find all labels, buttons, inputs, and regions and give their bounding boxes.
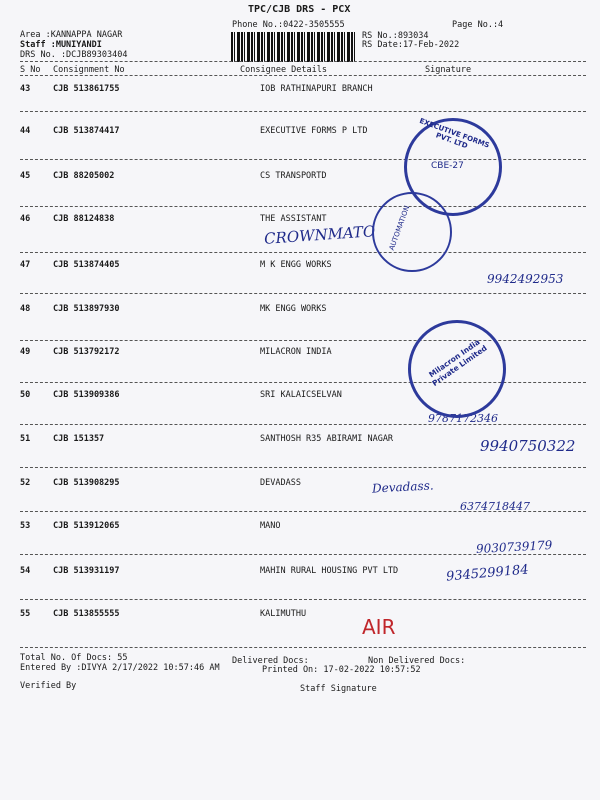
area-label: Area :KANNAPPA NAGAR [20,30,123,40]
row-consignee: MAHIN RURAL HOUSING PVT LTD [260,566,399,576]
table-row [20,609,586,657]
stamp-text: CBE-27 [431,161,464,171]
col-consignee: Consignee Details [240,65,327,75]
row-sno: 52 [20,478,31,488]
row-divider [20,293,586,294]
page-number: Page No.:4 [452,20,504,30]
row-sno: 44 [20,126,31,136]
row-sno: 50 [20,390,31,400]
row-consignment: CJB 513908295 [53,478,120,488]
row-consignee: IOB RATHINAPURI BRANCH [260,84,373,94]
stamp-text: Milacron India Private Limited [427,337,489,388]
delivered-docs: Delivered Docs: [232,656,309,666]
row-consignee: MANO [260,521,281,531]
handwritten-phone: 6374718447 [460,500,530,513]
handwritten-note: AIR [362,615,396,639]
row-consignee: MK ENGG WORKS [260,304,327,314]
row-consignment: CJB 151357 [53,434,105,444]
row-sno: 49 [20,347,31,357]
rs-date: RS Date:17-Feb-2022 [362,40,460,50]
row-divider [20,340,586,341]
col-signature: Signature [425,65,472,75]
row-consignment: CJB 513909386 [53,390,120,400]
row-consignee: SANTHOSH R35 ABIRAMI NAGAR [260,434,394,444]
row-divider [20,206,586,207]
row-consignee: DEVADASS [260,478,301,488]
row-divider [20,467,586,468]
table-row [20,390,586,438]
row-consignee: MILACRON INDIA [260,347,332,357]
row-consignment: CJB 88205002 [53,171,115,181]
entered-by: Entered By :DIVYA 2/17/2022 10:57:46 AM [20,663,220,673]
row-divider [20,424,586,425]
row-consignment: CJB 513792172 [53,347,120,357]
row-consignment: CJB 513897930 [53,304,120,314]
col-consignment: Consignment No [53,65,125,75]
handwritten-phone: 9787172346 [428,412,498,425]
rs-number: RS No.:893034 [362,31,429,41]
row-consignee: CS TRANSPORTD [260,171,327,181]
row-sno: 55 [20,609,31,619]
handwritten-name: Devadass. [371,478,434,496]
stamp-text: AUTOMATION [387,204,412,252]
row-consignment: CJB 513861755 [53,84,120,94]
verified-by: Verified By [20,681,77,691]
row-sno: 51 [20,434,31,444]
table-row [20,84,586,132]
row-consignment: CJB 88124838 [53,214,115,224]
milacron-stamp [408,320,506,418]
handwritten-name: CROWNMATO [263,222,376,248]
phone-number: Phone No.:0422-3505555 [232,20,345,30]
row-consignment: CJB 513912065 [53,521,120,531]
non-delivered-docs: Non Delivered Docs: [368,656,466,666]
row-sno: 45 [20,171,31,181]
row-sno: 43 [20,84,31,94]
row-sno: 54 [20,566,31,576]
barcode-icon [231,32,357,62]
handwritten-phone: 9942492953 [487,272,564,286]
row-consignee: EXECUTIVE FORMS P LTD [260,126,368,136]
table-row [20,304,586,352]
automation-stamp [372,192,452,272]
staff-label: Staff :MUNIYANDI [20,40,102,50]
row-divider [20,111,586,112]
column-divider [20,75,586,76]
row-consignment: CJB 513874405 [53,260,120,270]
row-divider [20,252,586,253]
row-consignee: KALIMUTHU [260,609,307,619]
row-consignment: CJB 513931197 [53,566,120,576]
total-docs: Total No. Of Docs: 55 [20,653,128,663]
row-divider [20,599,586,600]
staff-signature: Staff Signature [300,684,377,694]
table-row [20,171,586,219]
row-sno: 47 [20,260,31,270]
handwritten-phone: 9940750322 [480,437,576,455]
row-consignee: M K ENGG WORKS [260,260,332,270]
report-title: TPC/CJB DRS - PCX [248,4,351,15]
row-sno: 53 [20,521,31,531]
header-divider [20,61,586,62]
row-consignee: SRI KALAICSELVAN [260,390,342,400]
handwritten-phone: 9345299184 [445,562,530,585]
drs-number: DRS No. :DCJB89303404 [20,50,128,60]
col-sno: S No [20,65,41,75]
handwritten-phone: 9030739179 [475,538,553,556]
row-consignee: THE ASSISTANT [260,214,327,224]
printed-on: Printed On: 17-02-2022 10:57:52 [262,665,421,675]
row-consignment: CJB 513855555 [53,609,120,619]
row-divider [20,647,586,648]
row-sno: 48 [20,304,31,314]
row-consignment: CJB 513874417 [53,126,120,136]
row-sno: 46 [20,214,31,224]
stamp-text: EXECUTIVE FORMS PVT. LTD [418,116,491,151]
